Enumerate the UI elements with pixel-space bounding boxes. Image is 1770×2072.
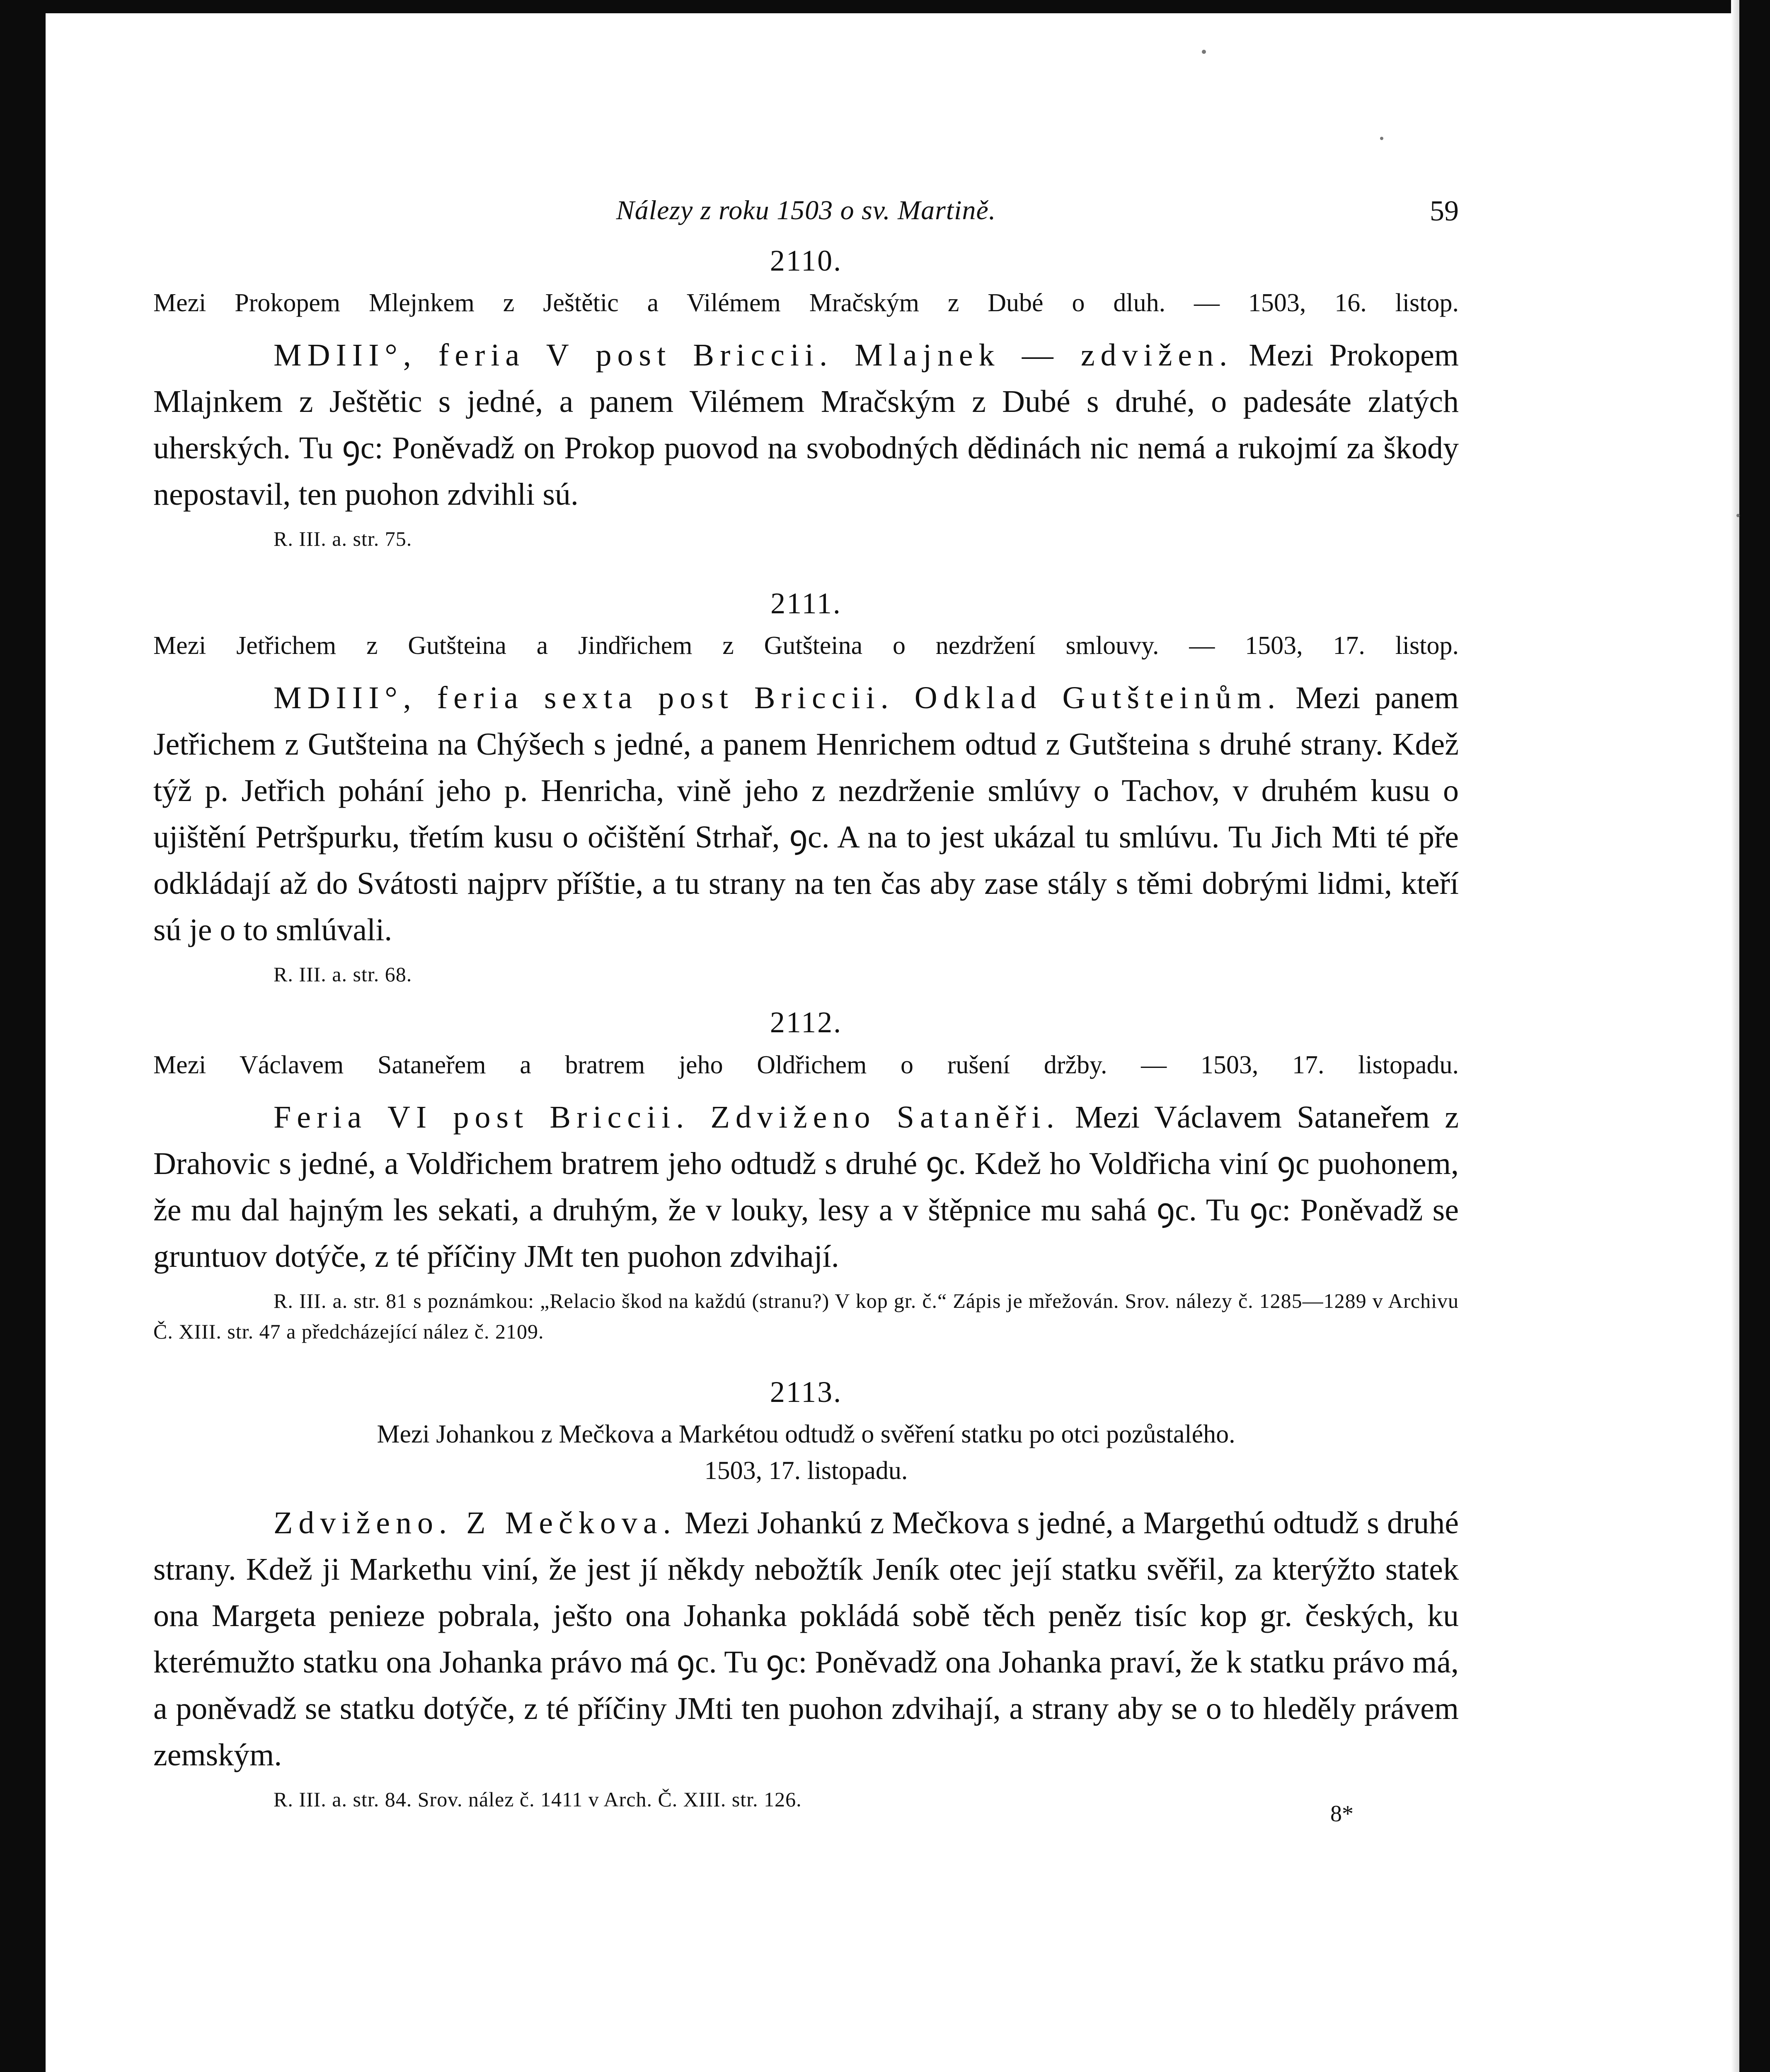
entry-heading: Zdviženo. Z Mečkova. — [274, 1505, 677, 1540]
page-number: 59 — [1430, 195, 1459, 227]
section-gap — [153, 554, 1459, 587]
entry-text: Mezi Johankú z Mečkova s jedné, a Margethú odtudž s druhé strany. Kdež ji Markethu viní, že jest jí někdy nebožtík Jeník otec její statku svěřil, za kterýžto statek ona Margeta penieze pobrala, ješto ona Johanka pokládá sobě těch peněz tisíc kop gr. českých, ku kterémužto statku ona Johanka právo má ꝯc. Tu ꝯc: Poněvadž ona Johanka praví, že k statku právo má, a poněvadž se statku dotýče, z té příčiny JMti ten puohon zdvihají, a strany aby se o to hleděly právem zemským. — [153, 1505, 1459, 1772]
entry-text: Mezi Václavem Sataneřem z Drahovic s jedné, a Voldřichem bratrem jeho odtudž s druhé ꝯc. Kdež ho Voldřicha viní ꝯc puohonem, že mu dal hajným les sekati, a druhým, že v louky, lesy a v štěpnice mu sahá ꝯc. Tu ꝯc: Poněvadž se gruntuov dotýče, z té příčiny JMt ten puohon zdvihají. — [153, 1099, 1459, 1274]
entry-summary — [153, 1416, 1459, 1489]
running-title: Nálezy z roku 1503 o sv. Martině. — [616, 195, 996, 225]
entry-heading: Feria VI post Briccii. Zdviženo Sataněři. — [274, 1099, 1060, 1135]
entry-source: R. III. a. str. 84. Srov. nález č. 1411 v Arch. Č. XIII. str. 126. — [274, 1787, 802, 1811]
section-gap — [153, 990, 1459, 1006]
entry-source: R. III. a. str. 68. — [274, 963, 412, 986]
section-gap — [153, 1347, 1459, 1376]
entry-2112 — [153, 1006, 1459, 1346]
entry-number: 2111. — [770, 587, 842, 620]
running-header — [153, 195, 1459, 244]
scan-border-top — [0, 0, 1770, 13]
entry-summary-line: Mezi Johankou z Mečkova a Markétou odtudž o svěření statku po otci pozůstalého. — [377, 1420, 1235, 1448]
entry-text: Mezi panem Jetřichem z Gutšteina na Chýšech s jedné, a panem Henrichem odtud z Gutšteina s druhé strany. Kdež týž p. Jetřich pohání jeho p. Henricha, vině jeho z nezdrženie smlúvy o Tachov, v druhém kusu o ujištění Petršpurku, třetím kusu o očištění Strhař, ꝯc. A na to jest ukázal tu smlúvu. Tu Jich Mti té pře odkládají až do Svátosti najprv příštie, a tu strany na ten čas aby zase stály s těmi dobrými lidmi, kteří sú je o to smlúvali. — [153, 680, 1459, 948]
document-page — [153, 195, 1459, 1815]
scan-border-left — [0, 0, 46, 2072]
entry-summary: Mezi Prokopem Mlejnkem z Ještětic a Vilémem Mračským z Dubé o dluh. — 1503, 16. listop. — [153, 289, 1459, 317]
entry-number: 2110. — [770, 244, 843, 277]
entry-summary: Mezi Jetřichem z Gutšteina a Jindřichem z Gutšteina o nezdržení smlouvy. — 1503, 17. listop. — [153, 632, 1459, 660]
entry-2113 — [153, 1376, 1459, 1815]
entry-body — [153, 332, 1459, 518]
entry-body — [153, 1094, 1459, 1280]
entry-2110 — [153, 244, 1459, 554]
entry-body — [153, 675, 1459, 953]
scan-speck — [1736, 514, 1740, 517]
entry-heading: MDIII°, feria sexta post Briccii. Odklad Gutšteinům. — [274, 680, 1281, 716]
entry-number: 2113. — [770, 1375, 843, 1409]
entry-body — [153, 1500, 1459, 1778]
scan-speck — [1380, 137, 1383, 140]
scan-speck — [1202, 50, 1206, 54]
scan-page-edge — [1731, 0, 1739, 2072]
entry-source: R. III. a. str. 75. — [274, 527, 412, 551]
entry-2111 — [153, 587, 1459, 990]
signature-mark: 8* — [1330, 1801, 1354, 1827]
entry-date: 1503, 17. listopadu. — [704, 1456, 908, 1485]
scan-border-right — [1739, 0, 1770, 2072]
entry-source: R. III. a. str. 81 s poznámkou: „Relacio škod na každú (stranu?) V kop gr. č.“ Zápis je mřežován. Srov. nálezy č. 1285—1289 v Archivu Č. XIII. str. 47 a předcházející nález č. 2109. — [153, 1289, 1459, 1343]
entry-heading: MDIII°, feria V post Briccii. Mlajnek — zdvižen. — [274, 338, 1233, 373]
entry-number: 2112. — [770, 1006, 843, 1039]
entry-summary: Mezi Václavem Sataneřem a bratrem jeho Oldřichem o rušení držby. — 1503, 17. listopadu. — [153, 1051, 1459, 1079]
entry-text: Mezi Prokopem Mlajnkem z Ještětic s jedné, a panem Vilémem Mračským z Dubé s druhé, o padesáte zlatých uherských. Tu ꝯc: Poněvadž on Prokop puovod na svobodných dědinách nic nemá a rukojmí za škody nepostavil, ten puohon zdvihli sú. — [153, 338, 1459, 512]
